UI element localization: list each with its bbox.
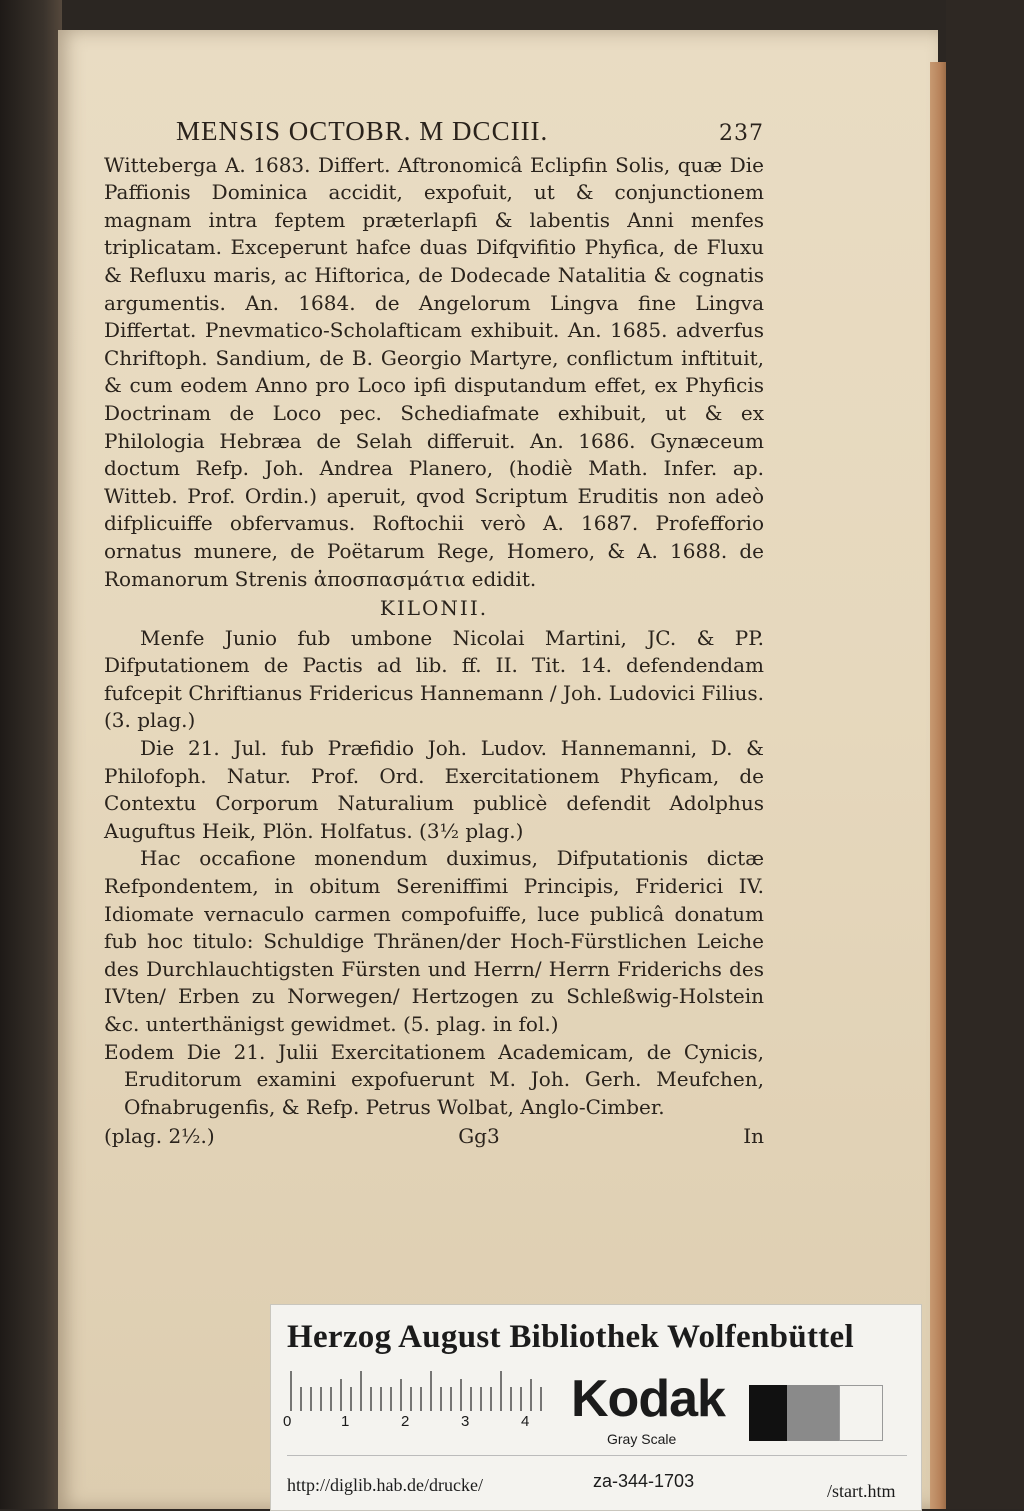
page-edge: [930, 62, 946, 1509]
running-title: MENSIS OCTOBR. M DCCIII.: [176, 116, 549, 146]
footer-plag: (plag. 2½.): [104, 1124, 215, 1149]
paragraph-die-21: Die 21. Jul. fub Præfidio Joh. Ludov. Hannemanni, D. & Philofoph. Natur. Prof. Ord. Exercitationem Phyficam, de Contextu Corporum Naturalium publicè defendit Adolphus Auguftus Heik, Plön. Holfatus. (3½ plag.): [104, 736, 764, 843]
scan-right-background: [946, 0, 1024, 1509]
start-page: /start.htm: [827, 1481, 896, 1501]
ruler-label-4: 4: [521, 1413, 530, 1430]
card-divider: [287, 1455, 907, 1456]
page-number: 237: [719, 121, 764, 146]
ruler-label-1: 1: [341, 1413, 350, 1430]
paragraph-junio: Menfe Junio fub umbone Nicolai Martini, JC. & PP. Difputationem de Pactis ad lib. ff. II. Tit. 14. defendendam fufcepit Chriftianus Fridericus Hannemann / Joh. Ludovici Filius. (3. plag.): [104, 625, 764, 733]
running-header: [176, 118, 764, 148]
swatch-black: [749, 1385, 787, 1441]
paragraph-wittenberg: Witteberga A. 1683. Differt. Aftronomicâ Eclipfin Solis, quæ Die Paffionis Dominica accidit, expofuit, ut & conjunctionem magnam intra feptem præterlapfi & labentis Anni menfes triplicatam. Exceperunt hafce duas Difqvifitio Phyfica, de Fluxu & Refluxu maris, ac Hiftorica, de Dodecade Natalitia & cognatis argumentis. An. 1684. de Angelorum Lingva fine Lingva Differtat. Pnevmatico-Scholafticam exhibuit. An. 1685. adverfus Chriftoph. Sandium, de B. Georgio Martyre, conflictum inftituit, & cum eodem Anno pro Loco ipfi disputandum effet, ex Phyficis Doctrinam de Loco pec. Schediafmate exhibuit, ut & ex Philologia Hebræa de Selah differuit. An. 1686. Gynæceum doctum Refp. Joh. Andrea Planero, (hodiè Math. Infer. ap. Witteb. Prof. Ordin.) aperuit, qvod Scriptum Eruditis non adeò difplicuiffe obfervamus. Roftochii verò A. 1687. Profefforio ornatus munere, de Poëtarum Rege, Homero, & A. 1688. de Romanorum Strenis ἀποσπασμάτια edidit.: [104, 152, 764, 591]
catchword: In: [743, 1124, 764, 1149]
library-target-card: [270, 1304, 922, 1511]
section-heading-kilonii: KILONII.: [379, 596, 489, 621]
page-footer: [104, 1123, 764, 1151]
ruler-label-2: 2: [401, 1413, 410, 1430]
ruler-label-3: 3: [461, 1413, 470, 1430]
library-name: Herzog August Bibliothek Wolfenbüttel: [287, 1319, 854, 1355]
gray-scale-swatches: [749, 1385, 883, 1441]
ruler-icon: [289, 1367, 544, 1411]
page-text: [104, 118, 764, 1151]
shelfmark: za-344-1703: [593, 1471, 695, 1491]
signature-mark: Gg3: [458, 1124, 500, 1149]
ruler-label-0: 0: [283, 1413, 292, 1430]
swatch-gray: [787, 1385, 839, 1441]
ruler-labels: [283, 1413, 553, 1433]
gray-scale-label: Gray Scale: [607, 1431, 677, 1447]
kodak-logo: Kodak: [571, 1370, 725, 1428]
scan-left-background: [0, 0, 62, 1509]
library-url: http://diglib.hab.de/drucke/: [287, 1475, 483, 1495]
swatch-white: [839, 1385, 883, 1441]
paragraph-hac-occasione: Hac occafione monendum duximus, Difputationis dictæ Refpondentem, in obitum Sereniffimi Principis, Friderici IV. Idiomate vernaculo carmen compofuiffe, luce publicâ donatum fub hoc titulo: Schuldige Thränen/der Hoch-Fürstlichen Leiche des Durchlauchtigsten Fürsten und Herrn/ Herrn Friderichs des IVten/ Erben zu Norwegen/ Hertzogen zu Schleßwig-Holstein &c. unterthänigst gewidmet. (5. plag. in fol.): [104, 846, 764, 1036]
paragraph-eodem-die: Eodem Die 21. Julii Exercitationem Academicam, de Cynicis, Eruditorum examini expofuerunt M. Joh. Gerh. Meufchen, Ofnabrugenfis, & Refp. Petrus Wolbat, Anglo-Cimber.: [104, 1039, 764, 1119]
